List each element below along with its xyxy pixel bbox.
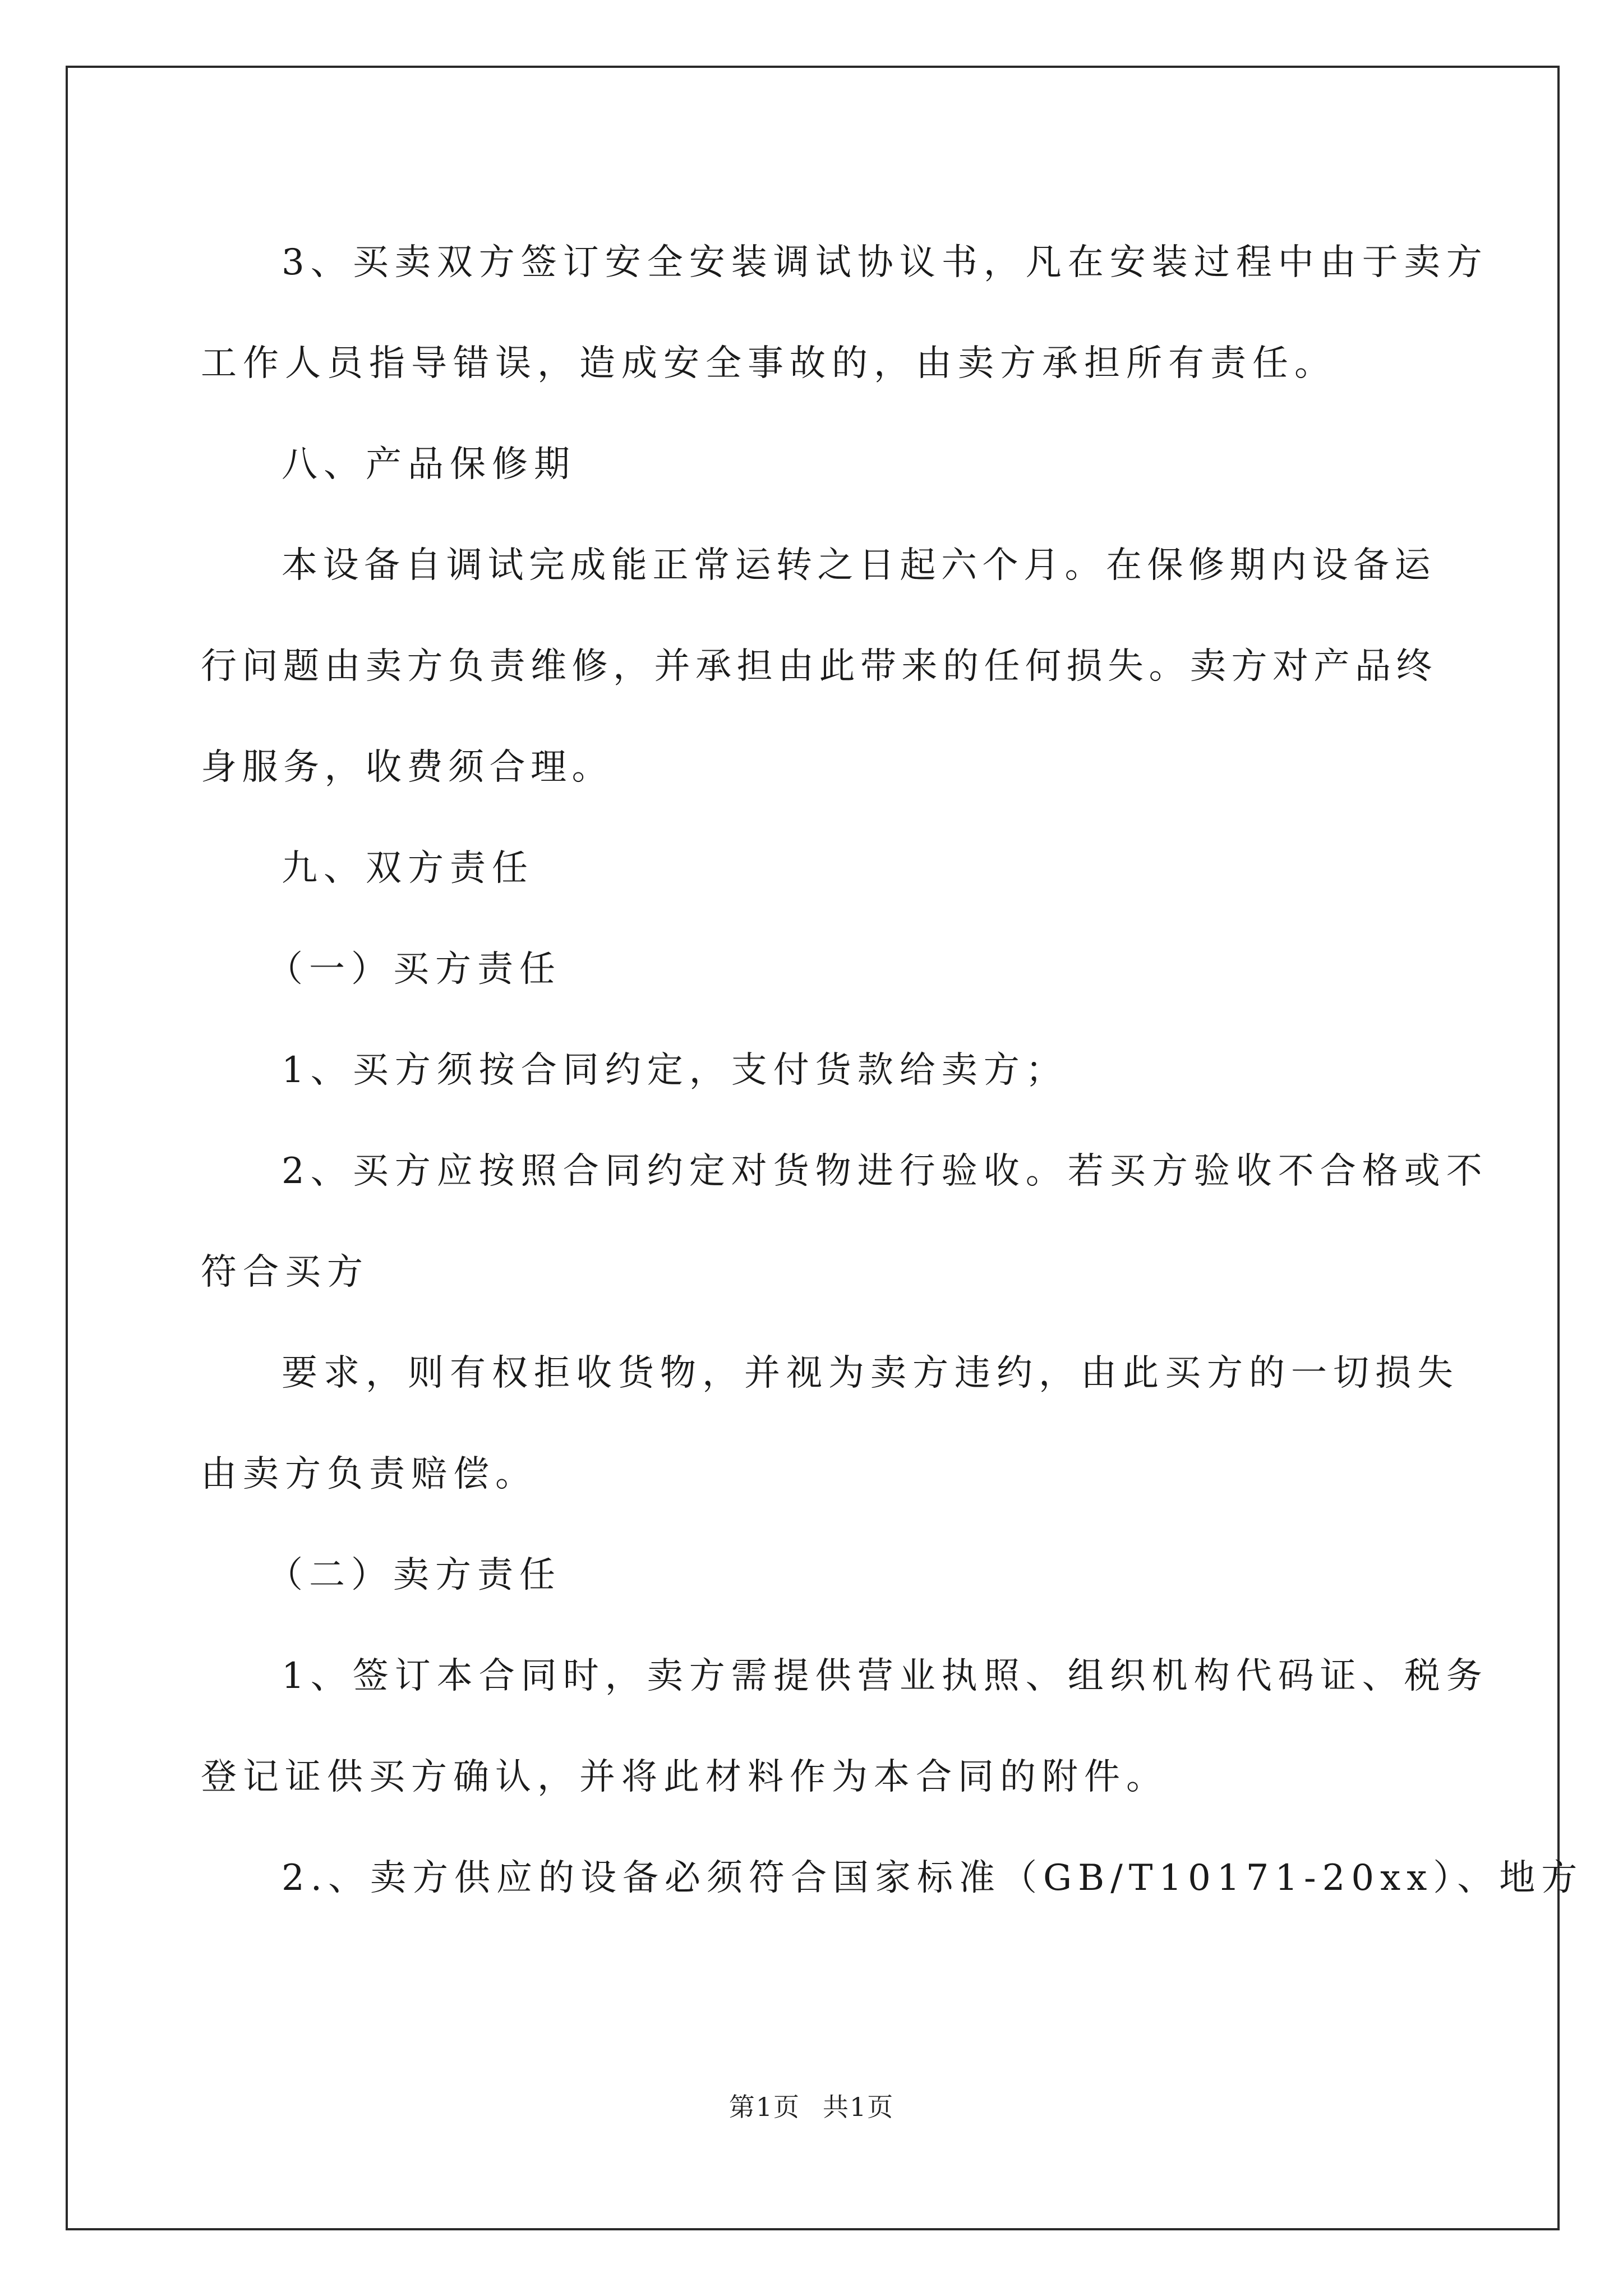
text-line: 3、买卖双方签订安全安装调试协议书，凡在安装过程中由于卖方 [282, 242, 1488, 283]
text-line: 行问题由卖方负责维修，并承担由此带来的任何损失。卖方对产品终 [201, 646, 1437, 687]
text-line: 符合买方 [201, 1251, 369, 1293]
paragraph-warranty [201, 515, 1435, 818]
text-line: 本设备自调试完成能正常运转之日起六个月。在保修期内设备运 [282, 545, 1436, 586]
text-line: 工作人员指导错误，造成安全事故的，由卖方承担所有责任。 [201, 343, 1336, 384]
text-line: 2、买方应按照合同约定对货物进行验收。若买方验收不合格或不 [282, 1151, 1488, 1192]
page-footer [0, 2087, 1623, 2124]
paragraph-seller-2 [201, 1828, 1584, 1929]
text-line: 1、签订本合同时，卖方需提供营业执照、组织机构代码证、税务 [282, 1655, 1488, 1697]
paragraph-buyer-2-continued [201, 1323, 1459, 1525]
paragraph-buyer-2 [201, 1121, 1488, 1323]
section-heading-responsibilities [201, 818, 1435, 919]
text-line: （二）卖方责任 [267, 1554, 561, 1596]
text-line: 九、双方责任 [282, 848, 534, 889]
text-line: 要求，则有权拒收货物，并视为卖方违约，由此买方的一切损失 [282, 1352, 1459, 1394]
text-line: （一）买方责任 [267, 949, 561, 990]
subheading-seller-responsibility [201, 1525, 1435, 1626]
text-line: 由卖方负责赔偿。 [201, 1453, 537, 1495]
text-line: 八、产品保修期 [282, 444, 576, 485]
text-line: 1、买方须按合同约定，支付货款给卖方； [282, 1050, 1068, 1091]
page-number: 第1页 [728, 2092, 800, 2122]
page-total: 共1页 [823, 2092, 895, 2122]
document-body [201, 212, 1584, 1929]
paragraph-seller-1 [201, 1626, 1488, 1828]
text-line: 身服务，收费须合理。 [201, 747, 613, 788]
text-line: 2.、卖方供应的设备必须符合国家标准（GB/T10171-20xx）、地方 [282, 1857, 1584, 1899]
paragraph-clause-3 [201, 212, 1488, 414]
subheading-buyer-responsibility [201, 919, 1435, 1020]
text-line: 登记证供买方确认，并将此材料作为本合同的附件。 [201, 1756, 1168, 1798]
paragraph-buyer-1 [201, 1020, 1435, 1121]
section-heading-warranty [201, 414, 1435, 515]
